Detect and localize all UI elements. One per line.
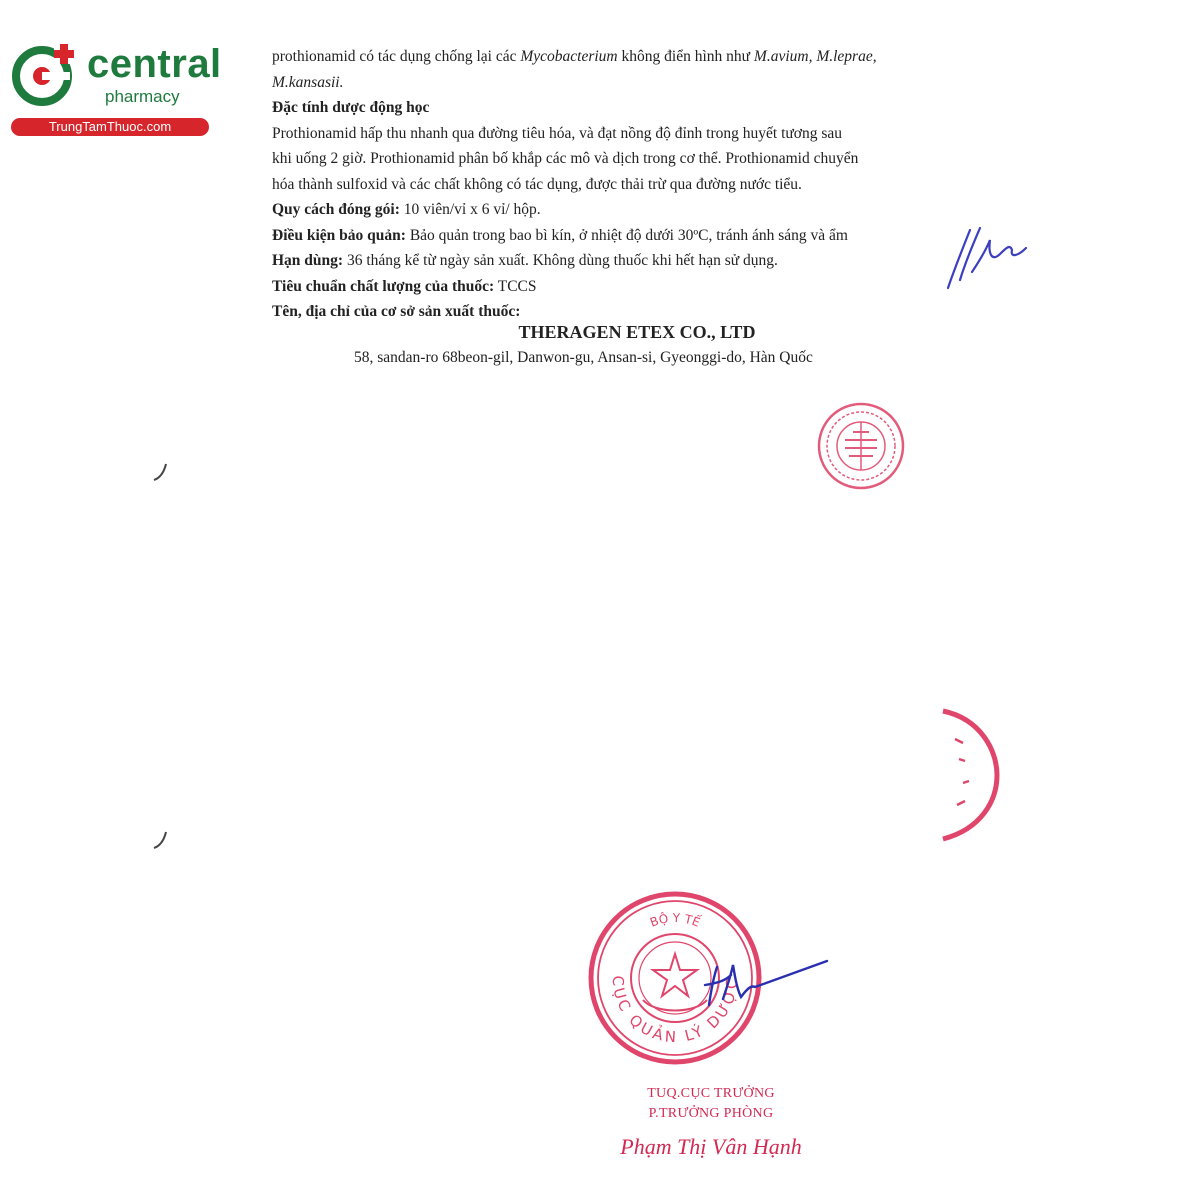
storage-label: Điều kiện bảo quản: (272, 226, 406, 244)
company-seal-icon (815, 400, 907, 492)
mycobacterium-paragraph (272, 44, 1002, 70)
text-run-italic: M.avium, M.leprae, (753, 48, 877, 65)
packaging-value: 10 viên/vỉ x 6 vỉ/ hộp. (399, 201, 541, 218)
seal-bottom-text: CỤC QUẢN LÝ DƯỢC (608, 975, 742, 1047)
packaging-row (272, 197, 1002, 223)
official-title-1: TUQ.CỤC TRƯỞNG (647, 1086, 775, 1101)
pharmacokinetics-heading: Đặc tính dược động học (272, 99, 430, 116)
pharmacokinetics-line-3: hóa thành sulfoxid và các chất không có tác dụng, được thải trừ qua đường nước tiểu. (272, 175, 802, 193)
margin-tick-icon (150, 460, 170, 484)
svg-text:BỘ Y TẾ (648, 910, 703, 929)
expiry-label: Hạn dùng: (272, 252, 344, 269)
logo-brand-text: central (87, 42, 222, 86)
manufacturer-block (272, 320, 1002, 372)
initials-signature-icon (940, 210, 1030, 295)
company-name: THERAGEN ETEX CO., LTD (518, 322, 756, 342)
packaging-label: Quy cách đóng gói: (272, 201, 400, 218)
manufacturer-label: Tên, địa chỉ của cơ sở sản xuất thuốc: (272, 303, 521, 320)
pharmacokinetics-line-1: Prothionamid hấp thu nhanh qua đường tiêu hóa, và đạt nồng độ đỉnh trong huyết tương sau (272, 124, 843, 142)
expiry-row (272, 248, 1002, 274)
standard-row (272, 274, 1002, 300)
pharmacokinetics-line-2: khi uống 2 giờ. Prothionamid phân bố khắp các mô và dịch trong cơ thể. Prothionamid chuyển (272, 150, 859, 167)
text-run: không điển hình như (617, 48, 754, 65)
storage-value: Bảo quản trong bao bì kín, ở nhiệt độ dưới 30ºC, tránh ánh sáng và ẩm (405, 226, 848, 244)
logo-sub-text: pharmacy (105, 87, 180, 106)
seal-top-text: BỘ Y TẾ (648, 910, 703, 930)
mycobacterium-paragraph-end: M.kansasii. (272, 73, 344, 91)
text-run: prothionamid có tác dụng chống lại các (272, 48, 521, 65)
official-signature-block (596, 1084, 826, 1166)
text-run-italic: Mycobacterium (520, 48, 618, 65)
standard-label: Tiêu chuẩn chất lượng của thuốc: (272, 277, 495, 295)
logo-site-link[interactable]: TrungTamThuoc.com (11, 118, 209, 136)
document-body (272, 44, 1002, 325)
partial-seal-icon (935, 705, 1000, 845)
margin-tick-icon (150, 828, 170, 852)
company-address: 58, sandan-ro 68beon-gil, Danwon-gu, Ansan-si, Gyeonggi-do, Hàn Quốc (354, 349, 813, 366)
expiry-value: 36 tháng kể từ ngày sản xuất. Không dùng thuốc khi hết hạn sử dụng. (343, 252, 778, 269)
official-signature-icon (695, 955, 835, 1015)
standard-value: TCCS (494, 277, 537, 295)
official-name: Phạm Thị Vân Hạnh (620, 1134, 802, 1159)
storage-row (272, 223, 1002, 249)
official-title-2: P.TRƯỞNG PHÒNG (648, 1106, 774, 1121)
central-pharmacy-logo-icon (8, 38, 80, 110)
